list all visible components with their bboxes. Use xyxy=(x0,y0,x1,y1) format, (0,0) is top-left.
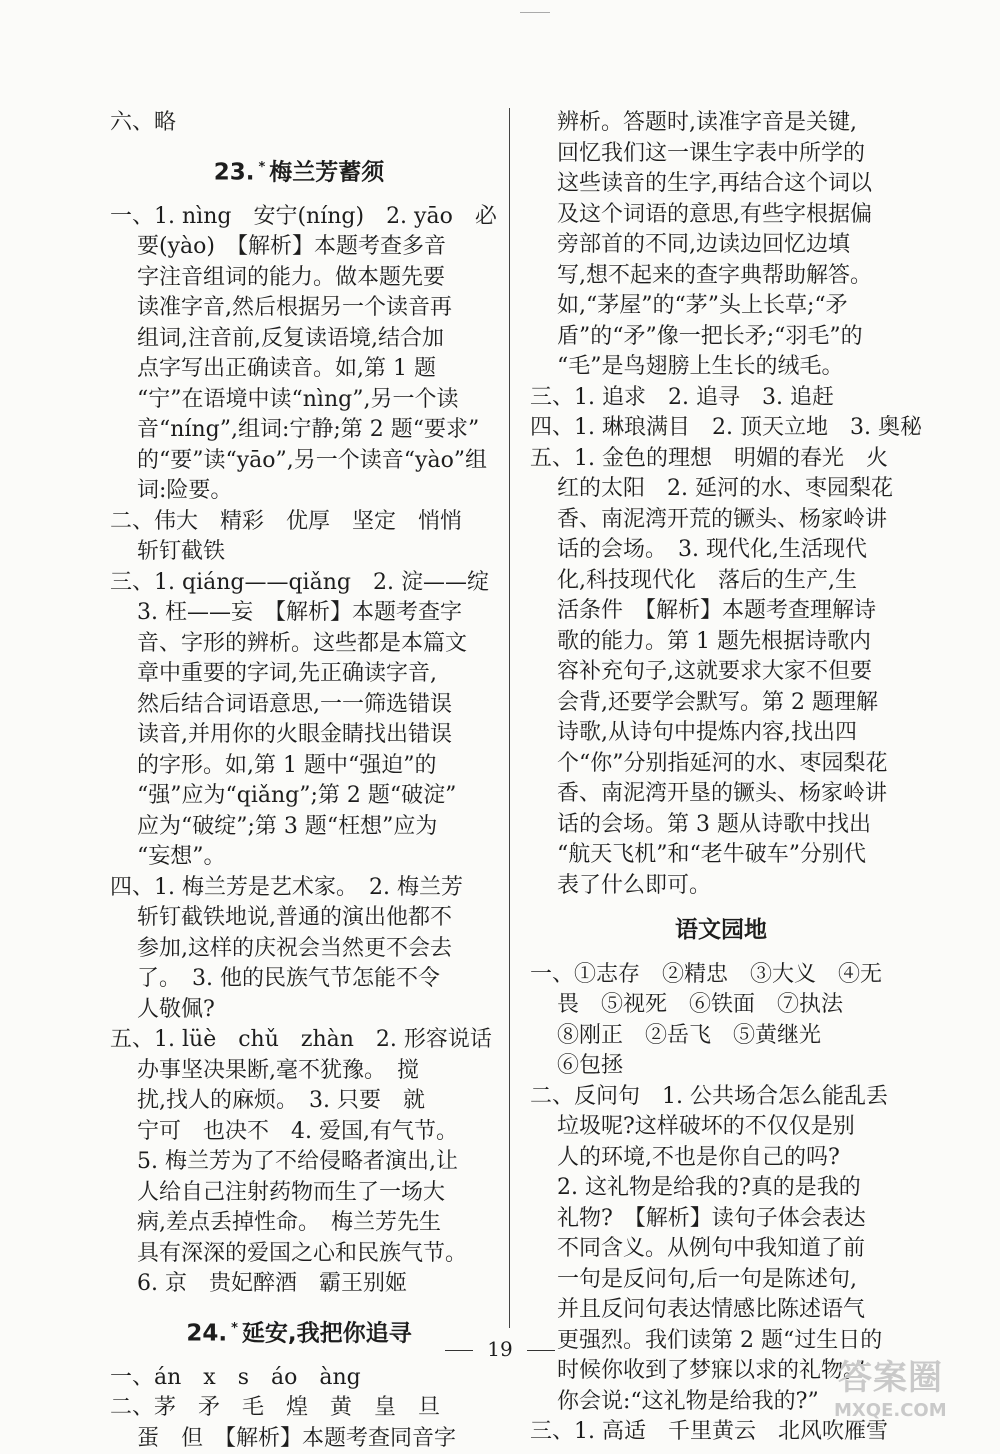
text-line: 然后结合词语意思,一一筛选错误 xyxy=(137,691,452,717)
text-line: 字注音组词的能力。做本题先要 xyxy=(137,264,446,290)
text-line: 要(yào) 【解析】本题考查多音 xyxy=(137,234,446,260)
text-line: 个“你”分别指延河的水、枣园梨花 xyxy=(557,750,888,776)
text-line: 五、1. lüè chǔ zhàn 2. 形容说话 xyxy=(110,1027,492,1053)
text-line: 回忆我们这一课生字表中所学的 xyxy=(557,140,866,166)
text-line: 人敬佩? xyxy=(137,996,215,1022)
left-column xyxy=(110,108,497,1454)
text-line: 活条件 【解析】本题考查理解诗 xyxy=(557,598,877,623)
text-line: 了。 3. 他的民族气节怎能不令 xyxy=(137,966,440,992)
text-line: 一、án x s áo àng xyxy=(110,1364,361,1390)
section-title: 语文园地 xyxy=(675,917,767,943)
text-line: 6. 京 贵妃醉酒 霸王别姬 xyxy=(137,1271,407,1297)
text-line: 不同含义。从例句中我知道了前 xyxy=(557,1236,866,1261)
text-line: 表了什么即可。 xyxy=(557,872,712,898)
text-line: “妄想”。 xyxy=(137,844,226,870)
text-line: 六、略 xyxy=(110,110,177,135)
section-heading-23 xyxy=(110,153,488,188)
text-line: 香、南泥湾开垦的镢头、杨家岭讲 xyxy=(557,781,888,806)
text-line: 宁可 也决不 4. 爱国,有气节。 xyxy=(137,1118,458,1144)
text-line: “航天飞机”和“老牛破车”分别代 xyxy=(557,842,866,867)
watermark-logo xyxy=(820,1350,990,1430)
text-line: 礼物? 【解析】读句子体会表达 xyxy=(557,1205,866,1231)
text-line: ⑧刚正 ②岳飞 ⑤黄继光 xyxy=(557,1022,822,1048)
text-line: 2. 这礼物是给我的?真的是我的 xyxy=(557,1175,861,1200)
text-line: 三、1. 追求 2. 追寻 3. 追赶 xyxy=(530,384,834,410)
text-line: 时候你收到了梦寐以求的礼物。” xyxy=(557,1358,866,1383)
text-line: 病,差点丢掉性命。 梅兰芳先生 xyxy=(137,1210,441,1236)
text-line: 的“要”读“yāo”,另一个读音“yào”组 xyxy=(137,447,488,473)
text-line: 三、1. qiáng——qiǎng 2. 淀——绽 xyxy=(110,569,489,595)
text-line: 旁部首的不同,边读边回忆边填 xyxy=(557,232,850,257)
text-line: 应为“破绽”;第 3 题“枉想”应为 xyxy=(137,813,438,839)
page-number-value: 19 xyxy=(487,1337,513,1361)
text-line: 化,科技现代化 落后的生产,生 xyxy=(557,567,857,593)
text-line: 二、伟大 精彩 优厚 坚定 悄悄 xyxy=(110,508,463,534)
section-number: 24. xyxy=(186,1320,228,1347)
top-scan-mark xyxy=(520,12,550,13)
text-line: 人的环境,不也是你自己的吗? xyxy=(557,1144,840,1170)
text-line: 五、1. 金色的理想 明媚的春光 火 xyxy=(530,445,888,471)
text-line: 香、南泥湾开荒的镢头、杨家岭讲 xyxy=(557,506,888,532)
text-line: 红的太阳 2. 延河的水、枣园梨花 xyxy=(557,476,893,501)
text-line: 辨析。答题时,读准字音是关键, xyxy=(557,110,857,135)
text-line: 办事坚决果断,毫不犹豫。 搅 xyxy=(137,1057,419,1083)
text-line: 二、茅 矛 毛 煌 黄 皇 旦 xyxy=(110,1395,441,1421)
text-line: 这些读音的生字,再结合这个词以 xyxy=(557,171,872,196)
text-line: 如,“茅屋”的“茅”头上长草;“矛 xyxy=(557,293,848,318)
text-line: 容补充句子,这就要求大家不但要 xyxy=(557,659,872,684)
text-line: 人给自己注射药物而生了一场大 xyxy=(137,1179,446,1205)
section-heading-garden xyxy=(530,915,912,946)
text-line: 四、1. 梅兰芳是艺术家。 2. 梅兰芳 xyxy=(110,874,463,900)
text-line: 章中重要的字词,先正确读字音, xyxy=(137,661,437,687)
text-line: 你会说:“这礼物是给我的?” xyxy=(557,1388,819,1414)
text-line: 写,想不起来的查字典帮助解答。 xyxy=(557,262,872,288)
text-line: 词:险要。 xyxy=(137,478,233,504)
text-line: 畏 ⑤视死 ⑥铁面 ⑦执法 xyxy=(557,992,844,1017)
watermark-title: 答案圈 xyxy=(838,1358,943,1398)
text-line: 斩钉截铁地说,普通的演出他都不 xyxy=(137,905,452,931)
text-line: 四、1. 琳琅满目 2. 顶天立地 3. 奥秘 xyxy=(530,415,922,440)
watermark-url: MXQE.COM xyxy=(834,1400,947,1421)
text-line: “强”应为“qiǎng”;第 2 题“破淀” xyxy=(137,783,457,809)
text-line: 会背,还要学会默写。第 2 题理解 xyxy=(557,689,878,715)
text-line: 具有深深的爱国之心和民族气节。 xyxy=(137,1240,468,1266)
text-line: 及这个词语的意思,有些字根据偏 xyxy=(557,201,872,227)
text-line: 参加,这样的庆祝会当然更不会去 xyxy=(137,935,452,961)
text-line: 盾”的“矛”像一把长矛;“羽毛”的 xyxy=(557,323,863,349)
text-line: 的字形。如,第 1 题中“强迫”的 xyxy=(137,752,437,778)
text-line: 更强烈。我们读第 2 题“过生日的 xyxy=(557,1327,883,1353)
text-line: 二、反问句 1. 公共场合怎么能乱丢 xyxy=(530,1083,888,1109)
section-number: 23. xyxy=(213,159,255,186)
text-line: 5. 梅兰芳为了不给侵略者演出,让 xyxy=(137,1149,458,1175)
text-line: 垃圾呢?这样破坏的不仅仅是别 xyxy=(557,1114,855,1139)
star-mark: * xyxy=(258,159,266,175)
text-line: ⑥包拯 xyxy=(557,1053,624,1078)
text-line: 歌的能力。第 1 题先根据诗歌内 xyxy=(557,628,871,654)
text-line: 一、①志存 ②精忠 ③大义 ④无 xyxy=(530,961,883,987)
page-number-dash-right xyxy=(527,1350,555,1351)
text-line: 组词,注音前,反复读语境,结合加 xyxy=(137,325,444,351)
column-divider xyxy=(509,108,510,1328)
text-line: 并且反问句表达情感比陈述语气 xyxy=(557,1297,866,1322)
star-mark: * xyxy=(231,1320,238,1336)
text-line: 一、1. nìng 安宁(níng) 2. yāo 必 xyxy=(110,203,497,229)
text-line: 三、1. 高适 千里黄云 北风吹雁雪 xyxy=(530,1419,888,1444)
text-line: 读音,并用你的火眼金睛找出错误 xyxy=(137,722,452,748)
text-line: 蛋 但 【解析】本题考查同音字 xyxy=(137,1425,457,1451)
page-number-dash-left xyxy=(445,1350,473,1351)
text-line: 一句是反问句,后一句是陈述句, xyxy=(557,1266,857,1292)
text-line: 音、字形的辨析。这些都是本篇文 xyxy=(137,630,468,656)
text-line: 3. 枉——妄 【解析】本题考查字 xyxy=(137,600,462,626)
text-line: “宁”在语境中读“nìng”,另一个读 xyxy=(137,386,459,412)
right-column xyxy=(530,108,922,1448)
section-title: 梅兰芳蓄须 xyxy=(269,159,385,186)
text-line: “毛”是鸟翅膀上生长的绒毛。 xyxy=(557,354,844,379)
text-line: 话的会场。 3. 现代化,生活现代 xyxy=(557,537,867,562)
text-line: 扰,找人的麻烦。 3. 只要 就 xyxy=(137,1088,425,1114)
text-line: 读准字音,然后根据另一个读音再 xyxy=(137,295,452,321)
text-line: 斩钉截铁 xyxy=(137,539,226,565)
text-line: 话的会场。第 3 题从诗歌中找出 xyxy=(557,811,871,837)
section-title: 延安,我把你追寻 xyxy=(241,1320,412,1347)
text-line: 点字写出正确读音。如,第 1 题 xyxy=(137,356,436,382)
text-line: 诗歌,从诗句中提炼内容,找出四 xyxy=(557,720,857,745)
text-line: 音“níng”,组词:宁静;第 2 题“要求” xyxy=(137,417,480,443)
